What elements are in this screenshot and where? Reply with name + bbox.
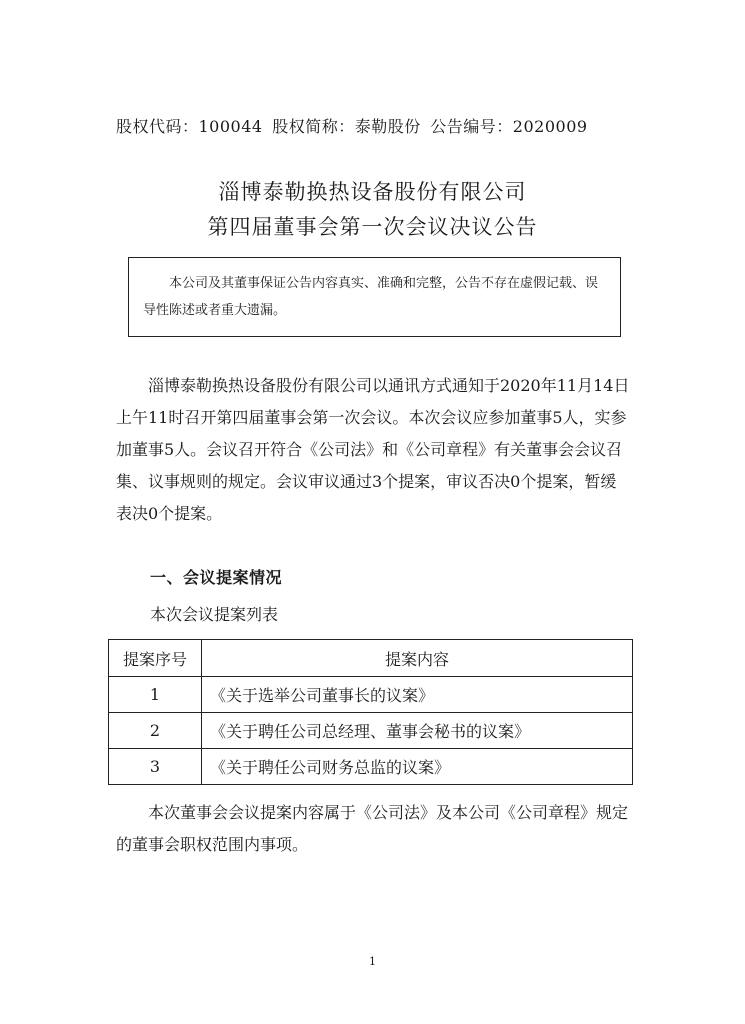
- proposals-table: [108, 639, 633, 785]
- announcement-header: [116, 114, 636, 137]
- announcement-title: 第四届董事会第一次会议决议公告: [207, 215, 538, 239]
- section-heading-proposals: 一、会议提案情况: [150, 568, 283, 587]
- table-row: [109, 713, 633, 749]
- header-proposal-number: 提案序号: [109, 640, 202, 677]
- announcement-number: 公告编号：2020009: [430, 117, 588, 136]
- proposal-content: 《关于选举公司董事长的议案》: [202, 677, 633, 713]
- proposal-number: 1: [109, 677, 202, 713]
- proposal-content: 《关于聘任公司财务总监的议案》: [202, 749, 633, 785]
- proposal-content: 《关于聘任公司总经理、董事会秘书的议案》: [202, 713, 633, 749]
- company-name-title: 淄博泰勒换热设备股份有限公司: [218, 180, 527, 204]
- stock-code: 股权代码：100044: [116, 117, 263, 136]
- intro-paragraph: 淄博泰勒换热设备股份有限公司以通讯方式通知于2020年11月14日上午11时召开第四届董事会第一次会议。本次会议应参加董事5人，实参加董事5人。会议召开符合《公司法》和《公司章程》有关董事会会议召集、议事规则的规定。会议审议通过3个提案，审议否决0个提案，暂缓表决0个提案。: [116, 376, 630, 523]
- disclaimer-notice-box: 本公司及其董事保证公告内容真实、准确和完整，公告不存在虚假记载、误导性陈述或者重大遗漏。: [128, 257, 621, 337]
- table-row: [109, 677, 633, 713]
- header-proposal-content: 提案内容: [202, 640, 633, 677]
- page-number: 1: [369, 955, 376, 968]
- table-caption: 本次会议提案列表: [150, 605, 279, 624]
- proposal-number: 2: [109, 713, 202, 749]
- proposal-number: 3: [109, 749, 202, 785]
- closing-paragraph: 本次董事会会议提案内容属于《公司法》及本公司《公司章程》规定的董事会职权范围内事项。: [116, 803, 629, 854]
- stock-abbreviation: 股权简称：泰勒股份: [272, 117, 421, 136]
- table-row: [109, 749, 633, 785]
- table-header-row: [109, 640, 633, 677]
